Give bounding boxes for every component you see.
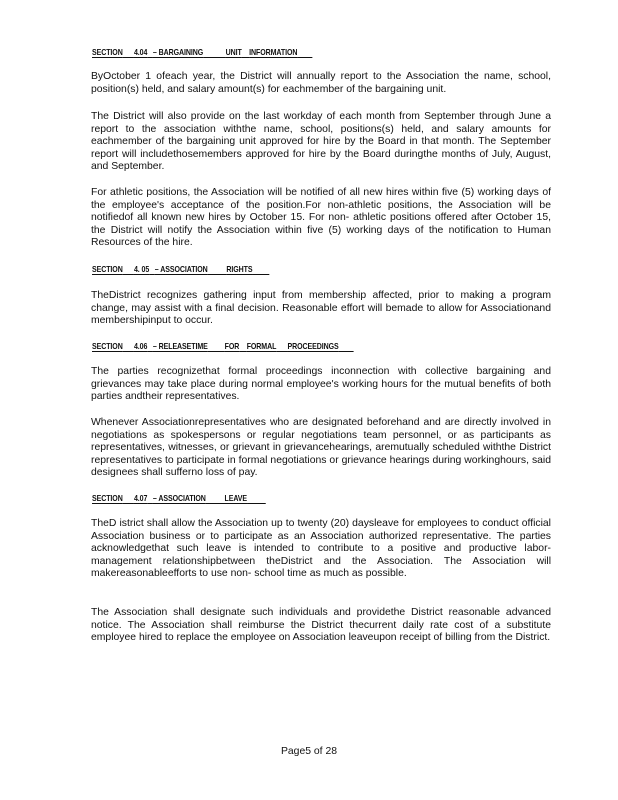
paragraph: TheD istrict shall allow the Association up to twenty (20) daysleave for employees to conduct official Association business or to participate as an Association authorized representative. The parties acknowledgethat such leave is intended to contribute to a positive and productive labor-management relationshipbetween theDistrict and the Association. The Association will makereasonableefforts to use non- school time as much as possible.: [91, 518, 551, 580]
section-heading-4-06: SECTION 4.06 – RELEASETIME FOR FORMAL PROCEEDINGS: [92, 342, 339, 351]
section-heading-4-07: SECTION 4.07 – ASSOCIATION LEAVE: [92, 494, 248, 503]
paragraph: TheDistrict recognizes gathering input from membership affected, prior to making a program change, may assist with a final decision. Reasonable effort will bemade to allow for Associationand membershipinput to occur.: [91, 290, 551, 327]
paragraph: For athletic positions, the Association will be notified of all new hires within five (5) working days of the employee's acceptance of the position.For non-athletic positions, the Association will be notifiedof all known new hires by October 15. For non- athletic positions offered after October 15, the District will notify the Association within five (5) working days of the notification to Human Resources of the hire.: [91, 187, 551, 249]
paragraph: The District will also provide on the last workday of each month from September through June a report to the association withthe name, school, positions(s) held, and salary amounts for eachmember of the bargaining unit approved for hire by the Board in that month. The September report will includethosemembers approved for hire by the Board duringthe months of July, August, and September.: [91, 111, 551, 173]
paragraph: Whenever Associationrepresentatives who are designated beforehand and are directly involved in negotiations as spokespersons or regular negotiations team personnel, or as participants as representatives, witnesses, or grievant in grievancehearings, aremutually scheduled withthe District representatives to participate in formal negotiations or grievance hearings during workinghours, said designees shall sufferno loss of pay.: [91, 417, 551, 479]
paragraph: The Association shall designate such individuals and providethe District reasonable advanced notice. The Association shall reimburse the District thecurrent daily rate cost of a substitute employee hired to replace the employee on Association leaveupon receipt of billing from the District.: [91, 607, 551, 644]
paragraph: The parties recognizethat formal proceedings inconnection with collective bargaining and grievances may take place during normal employee's working hours for the mutual benefits of both parties andtheir representatives.: [91, 366, 551, 403]
paragraph: ByOctober 1 ofeach year, the District will annually report to the Association the name, school, position(s) held, and salary amount(s) for eachmember of the bargaining unit.: [91, 71, 551, 95]
section-heading-4-05: SECTION 4. 05 – ASSOCIATION RIGHTS: [92, 265, 253, 274]
page-number: Page5 of 28: [280, 746, 338, 757]
section-heading-4-04: SECTION 4.04 – BARGAINING UNIT INFORMATION: [92, 48, 298, 57]
